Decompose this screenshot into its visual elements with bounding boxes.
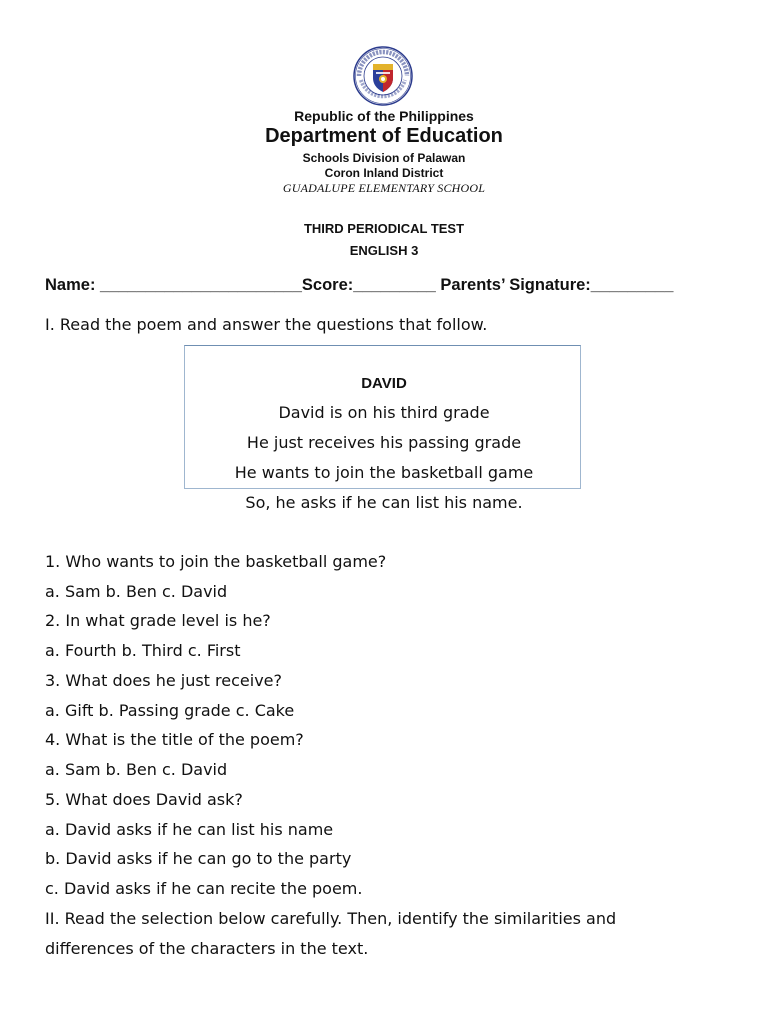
name-score-signature-line: Name: ______________________Score:_________ Parents’ Signature:_________	[45, 276, 674, 294]
question-1: 1. Who wants to join the basketball game?	[45, 552, 387, 571]
poem-line: He wants to join the basketball game	[234, 463, 534, 482]
question-2: 2. In what grade level is he?	[45, 611, 271, 630]
header-district: Coron Inland District	[324, 166, 444, 180]
question-3: 3. What does he just receive?	[45, 671, 282, 690]
test-subject: ENGLISH 3	[349, 243, 419, 258]
header-department: Department of Education	[265, 125, 503, 147]
question-4-choices: a. Sam b. Ben c. David	[45, 760, 228, 779]
poem-line: So, he asks if he can list his name.	[245, 493, 523, 512]
question-5-choice-a: a. David asks if he can list his name	[45, 820, 334, 839]
part1-instruction: I. Read the poem and answer the questions that follow.	[45, 315, 488, 334]
header-school: GUADALUPE ELEMENTARY SCHOOL	[282, 181, 486, 195]
question-5-choice-c: c. David asks if he can recite the poem.	[45, 879, 363, 898]
poem-line: He just receives his passing grade	[246, 433, 522, 452]
question-3-choices: a. Gift b. Passing grade c. Cake	[45, 701, 295, 720]
header-division: Schools Division of Palawan	[302, 151, 466, 165]
deped-seal-icon	[353, 46, 413, 106]
poem-line: David is on his third grade	[278, 403, 490, 422]
header-republic: Republic of the Philippines	[294, 108, 474, 124]
question-4: 4. What is the title of the poem?	[45, 730, 304, 749]
test-title: THIRD PERIODICAL TEST	[303, 221, 465, 236]
part2-instruction-line1: II. Read the selection below carefully. Then, identify the similarities and	[45, 909, 617, 928]
question-5: 5. What does David ask?	[45, 790, 243, 809]
question-5-choice-b: b. David asks if he can go to the party	[45, 849, 352, 868]
poem-title: DAVID	[361, 375, 407, 392]
question-2-choices: a. Fourth b. Third c. First	[45, 641, 241, 660]
question-1-choices: a. Sam b. Ben c. David	[45, 582, 228, 601]
part2-instruction-line2: differences of the characters in the text.	[45, 939, 369, 958]
